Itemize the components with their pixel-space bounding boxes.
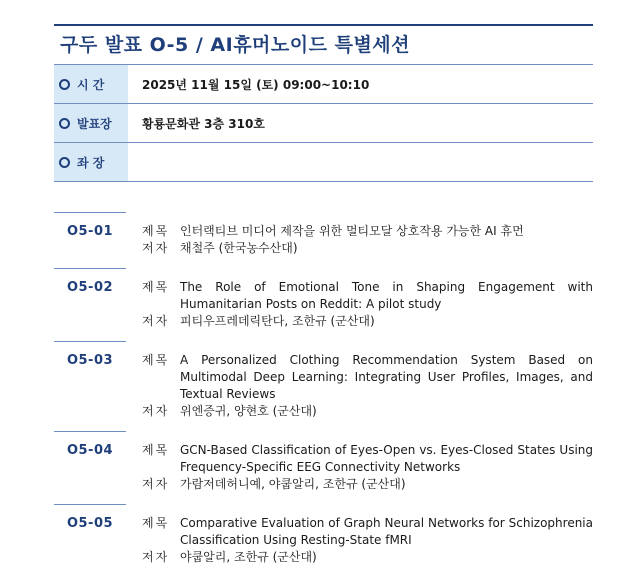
paper-title-row: [142, 352, 593, 403]
paper-title-row: [142, 515, 593, 549]
info-label-chair: 좌 장: [77, 155, 105, 170]
paper-authors: 피티우프레데릭탄다, 조한규 (군산대): [180, 314, 375, 328]
paper-body: [126, 212, 593, 257]
paper-id: O5-03: [66, 353, 114, 368]
paper-body: [126, 504, 593, 566]
paper-rule: [54, 268, 126, 269]
paper-title: A Personalized Clothing Recommendation System Based on Multimodal Deep Learning: Integrating User Profiles, Images, and Textual Reviews: [180, 353, 593, 401]
paper-item: [54, 431, 593, 493]
paper-id: O5-01: [66, 224, 114, 239]
paper-rule: [54, 212, 126, 213]
paper-authors-row: [142, 549, 593, 566]
paper-id-column: [54, 431, 126, 493]
paper-title-row: [142, 223, 593, 240]
paper-item: [54, 341, 593, 420]
paper-authors-row: [142, 476, 593, 493]
paper-list: [54, 212, 593, 577]
info-value-chair: [128, 143, 142, 181]
paper-title: The Role of Emotional Tone in Shaping Engagement with Humanitarian Posts on Reddit: A pilot study: [180, 280, 593, 311]
paper-authors-row: [142, 403, 593, 420]
circle-bullet-icon: [59, 157, 70, 168]
paper-rule: [54, 341, 126, 342]
paper-authors: 위엔증귀, 양현호 (군산대): [180, 404, 317, 418]
paper-authors-row: [142, 313, 593, 330]
paper-id-column: [54, 268, 126, 330]
paper-item: [54, 268, 593, 330]
paper-title-row: [142, 279, 593, 313]
info-label-cell: [54, 143, 128, 181]
paper-authors: 가람저데허니예, 야쿱알리, 조한규 (군산대): [180, 477, 406, 491]
session-title: 구두 발표 O-5 / AI휴머노이드 특별세션: [54, 26, 593, 65]
info-row-chair: [54, 143, 593, 182]
circle-bullet-icon: [59, 79, 70, 90]
info-label-cell: [54, 104, 128, 142]
paper-id: O5-02: [66, 280, 114, 295]
paper-title-row: [142, 442, 593, 476]
paper-title: Comparative Evaluation of Graph Neural Networks for Schizophrenia Classification Using Resting-State fMRI: [180, 516, 593, 547]
paper-title: GCN-Based Classification of Eyes-Open vs. Eyes-Closed States Using Frequency-Specific EEG Connectivity Networks: [180, 443, 593, 474]
paper-body: [126, 431, 593, 493]
authors-key: 저자: [142, 241, 170, 255]
paper-rule: [54, 431, 126, 432]
authors-key: 저자: [142, 550, 170, 564]
paper-title: 인터랙티브 미디어 제작을 위한 멀티모달 상호작용 가능한 AI 휴먼: [180, 224, 524, 238]
paper-rule: [54, 504, 126, 505]
info-value-venue: 황룡문화관 3층 310호: [142, 116, 265, 131]
paper-item: [54, 212, 593, 257]
paper-authors: 채철주 (한국농수산대): [180, 241, 298, 255]
paper-item: [54, 504, 593, 566]
circle-bullet-icon: [59, 118, 70, 129]
info-value-time: 2025년 11월 15일 (토) 09:00~10:10: [142, 77, 370, 92]
authors-key: 저자: [142, 314, 170, 328]
paper-id-column: [54, 341, 126, 420]
paper-id: O5-04: [66, 443, 114, 458]
authors-key: 저자: [142, 404, 170, 418]
title-key: 제목: [142, 224, 170, 238]
paper-body: [126, 341, 593, 420]
session-header: [54, 24, 593, 182]
title-key: 제목: [142, 516, 170, 530]
title-key: 제목: [142, 353, 170, 367]
paper-authors: 야쿱알리, 조한규 (군산대): [180, 550, 317, 564]
authors-key: 저자: [142, 477, 170, 491]
info-label-venue: 발표장: [77, 116, 112, 131]
info-label-time: 시 간: [77, 77, 105, 92]
paper-authors-row: [142, 240, 593, 257]
paper-id-column: [54, 504, 126, 566]
paper-id: O5-05: [66, 516, 114, 531]
title-key: 제목: [142, 443, 170, 457]
title-key: 제목: [142, 280, 170, 294]
info-label-cell: [54, 65, 128, 103]
info-row-venue: [54, 104, 593, 143]
info-row-time: [54, 65, 593, 104]
paper-body: [126, 268, 593, 330]
paper-id-column: [54, 212, 126, 257]
